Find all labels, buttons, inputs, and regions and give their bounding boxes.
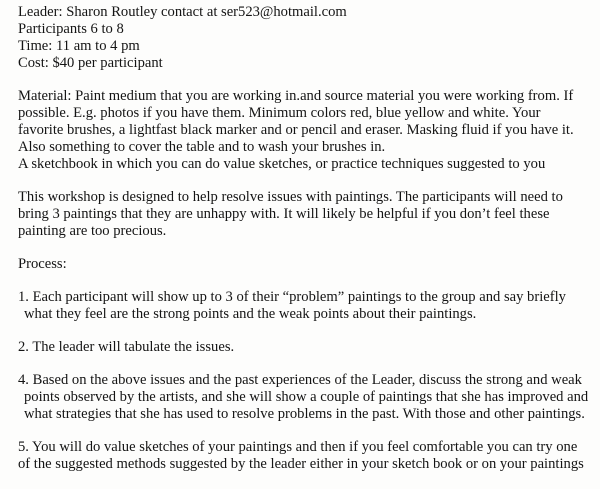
process-step-5-line: of the suggested methods suggested by the leader either in your sketch book or on your paintings <box>18 456 584 472</box>
process-step-4-line: 4. Based on the above issues and the past experiences of the Leader, discuss the strong and weak <box>18 372 582 388</box>
leader-line: Leader: Sharon Routley contact at ser523@hotmail.com <box>18 4 347 20</box>
process-step-1-line: what they feel are the strong points and the weak points about their paintings. <box>24 306 477 322</box>
material-line: A sketchbook in which you can do value sketches, or practice techniques suggested to you <box>18 156 546 172</box>
material-line: possible. E.g. photos if you have them. Minimum colors red, blue yellow and white. Your <box>18 105 541 121</box>
material-line: Also something to cover the table and to wash your brushes in. <box>18 139 386 155</box>
process-step-1-line: 1. Each participant will show up to 3 of their “problem” paintings to the group and say briefly <box>18 289 566 305</box>
description-line: This workshop is designed to help resolve issues with paintings. The participants will need to <box>18 189 563 205</box>
process-step-5-line: 5. You will do value sketches of your paintings and then if you feel comfortable you can try one <box>18 439 578 455</box>
process-step-2-line: 2. The leader will tabulate the issues. <box>18 339 235 355</box>
participants-line: Participants 6 to 8 <box>18 21 124 37</box>
material-line: Material: Paint medium that you are working in.and source material you were working from. If <box>18 88 574 104</box>
cost-line: Cost: $40 per participant <box>18 55 163 71</box>
process-step-4-line: what strategies that she has used to resolve problems in the past. With those and other paintings. <box>24 406 585 422</box>
time-line: Time: 11 am to 4 pm <box>18 38 140 54</box>
process-heading: Process: <box>18 256 67 272</box>
material-line: favorite brushes, a lightfast black marker and or pencil and eraser. Masking fluid if you have it. <box>18 122 574 138</box>
description-line: painting are too precious. <box>18 223 167 239</box>
description-line: bring 3 paintings that they are unhappy with. It will likely be helpful if you don’t feel these <box>18 206 550 222</box>
process-step-4-line: points observed by the artists, and she will show a couple of paintings that she has improved and <box>24 389 589 405</box>
